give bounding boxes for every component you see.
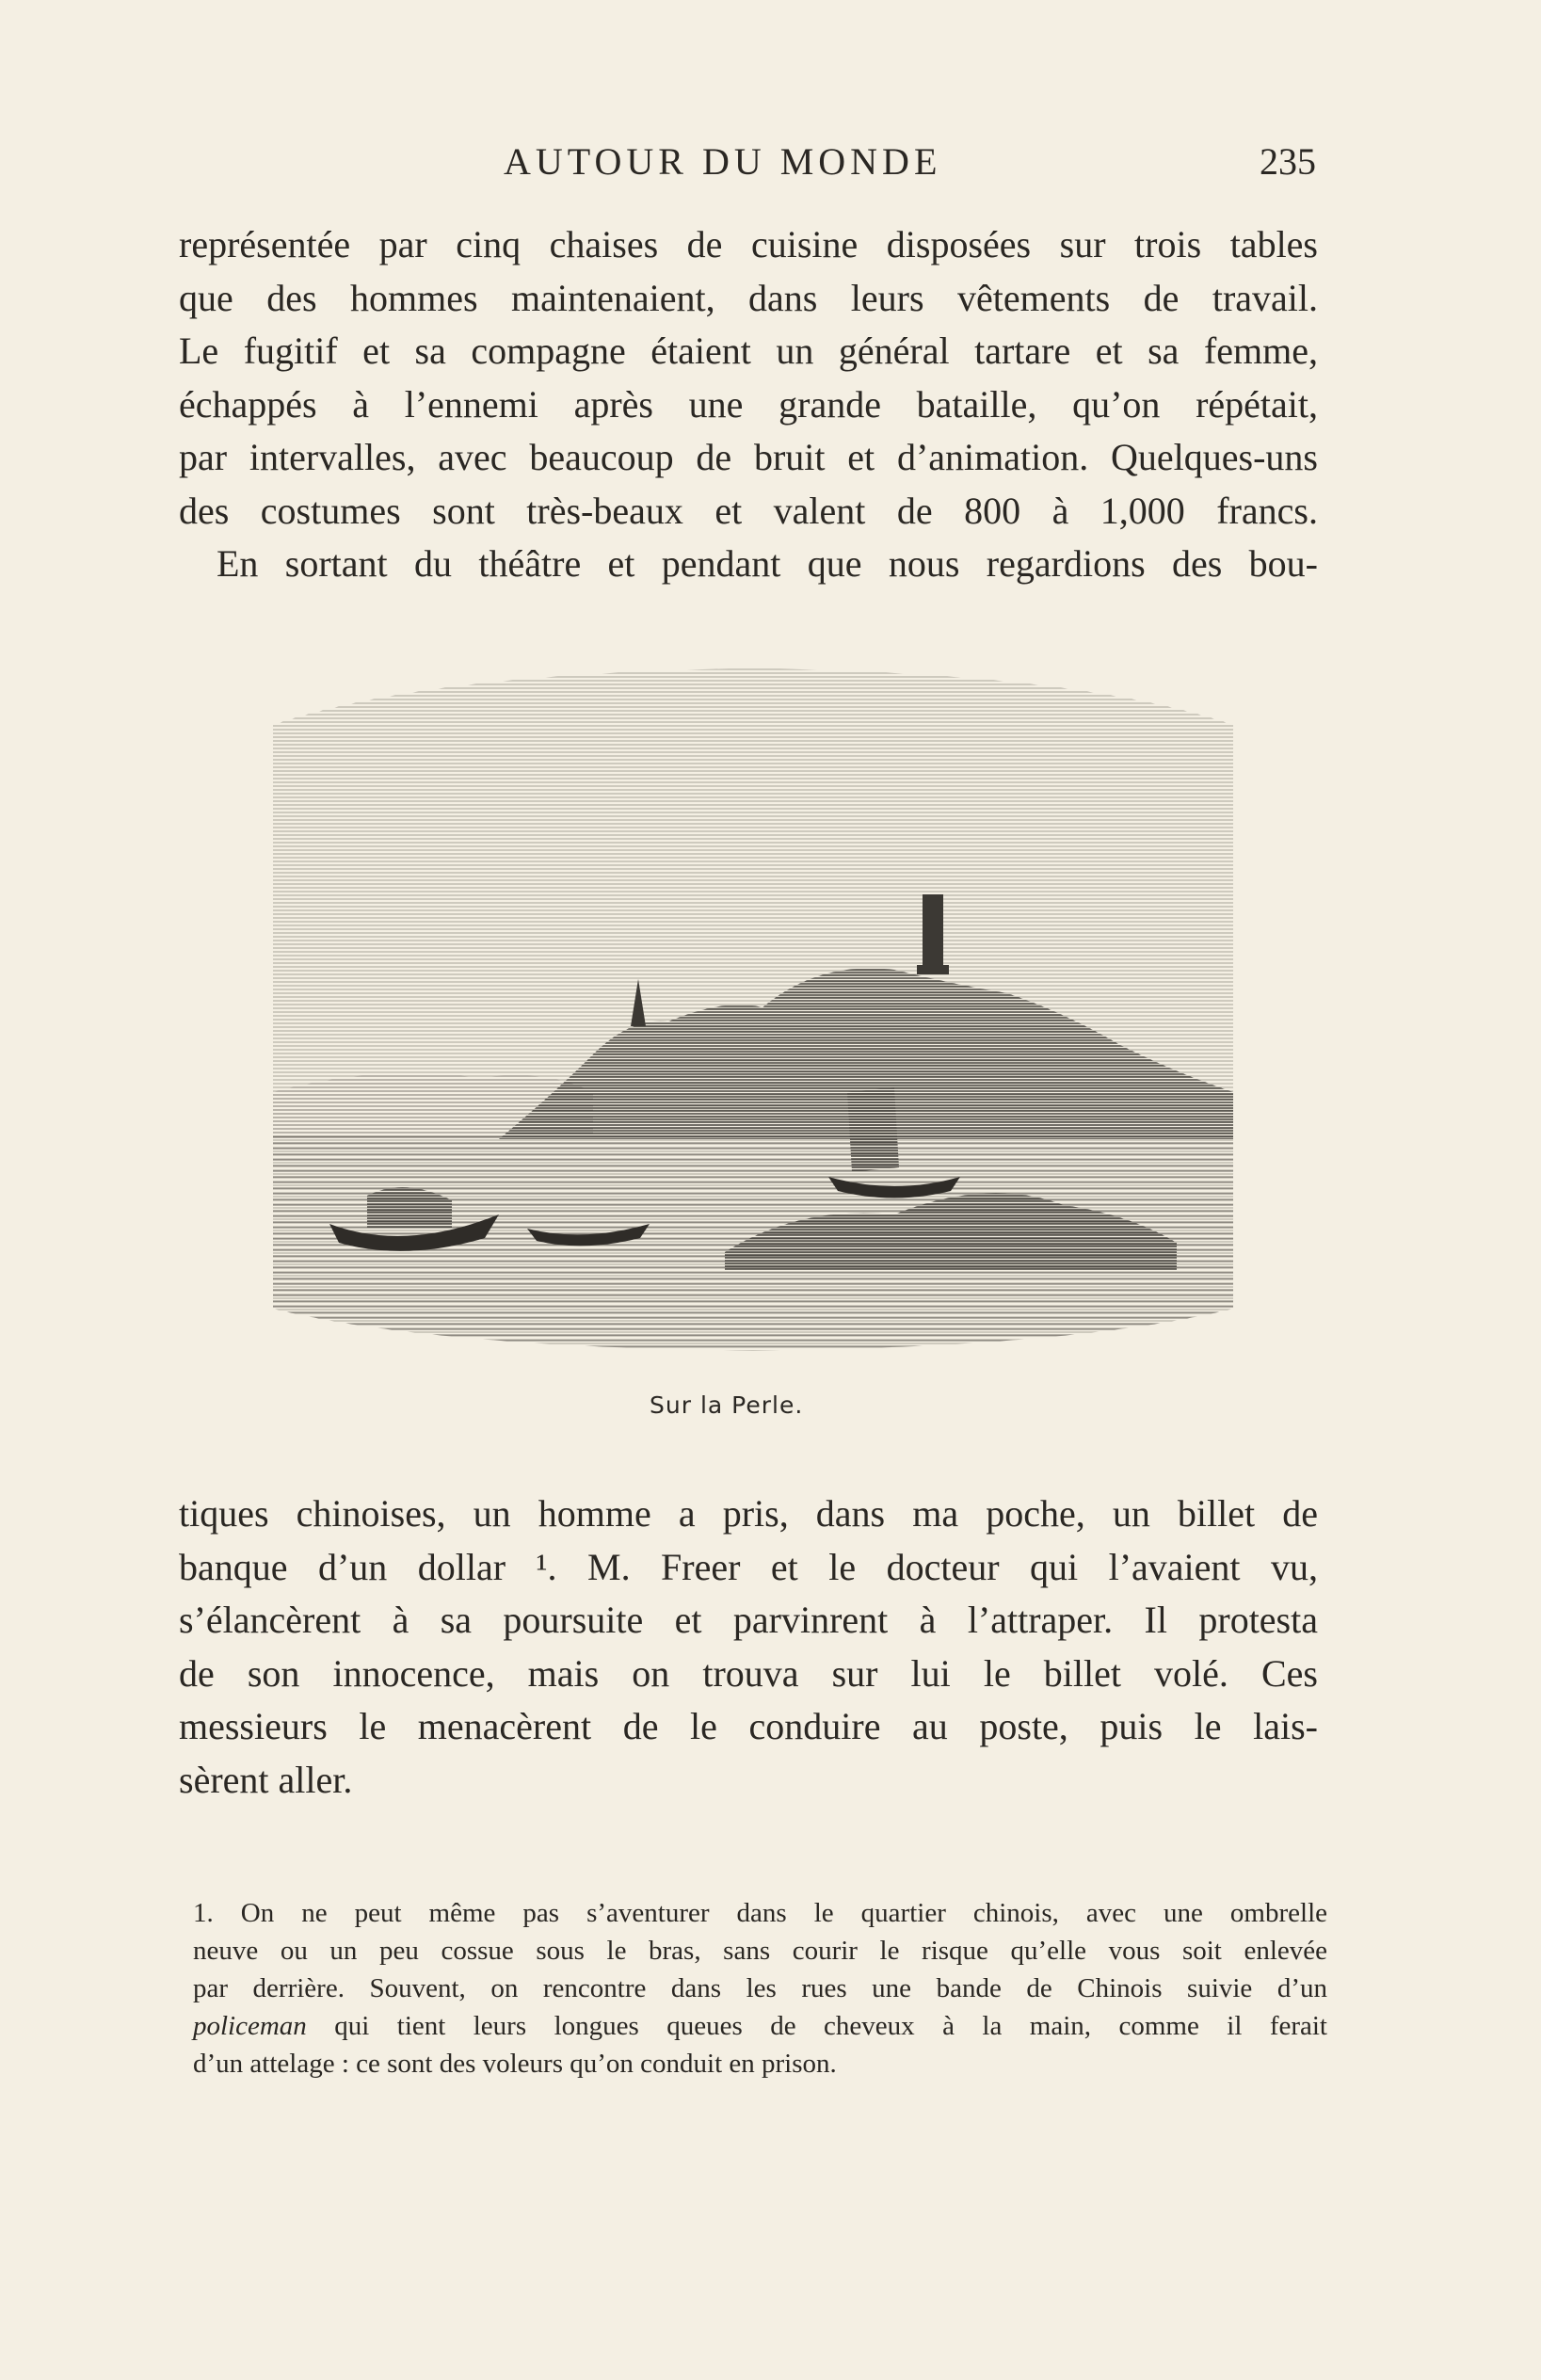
text-line: Le fugitif et sa compagne étaient un général tartare et sa femme, (179, 330, 1318, 372)
running-title: AUTOUR DU MONDE (504, 140, 942, 183)
text-line: messieurs le menacèrent de le conduire au poste, puis le lais- (179, 1705, 1318, 1747)
text-line: s’élancèrent à sa poursuite et parvinrent à l’attraper. Il protesta (179, 1599, 1318, 1641)
text-line: des costumes sont très-beaux et valent de 800 à 1,000 francs. (179, 489, 1318, 532)
text-line: échappés à l’ennemi après une grande bataille, qu’on répétait, (179, 382, 1318, 426)
footnote-line: d’un attelage : ce sont des voleurs qu’on conduit en prison. (193, 2049, 837, 2079)
footnote-line: neuve ou un peu cossue sous le bras, sans courir le risque qu’elle vous soit enlevée (193, 1936, 1327, 1966)
text-line: tiques chinoises, un homme a pris, dans ma poche, un billet de (179, 1492, 1318, 1535)
page-number: 235 (1260, 140, 1316, 183)
paragraph-1 (179, 218, 1318, 591)
text-line: que des hommes maintenaient, dans leurs vêtements de travail. (179, 276, 1318, 319)
text-line: par intervalles, avec beaucoup de bruit et d’animation. Quelques-uns (179, 436, 1318, 478)
footnote (193, 1894, 1327, 2082)
footnote-italic-word: policeman (193, 2011, 307, 2041)
river-landscape-engraving (235, 650, 1271, 1384)
text-line: banque d’un dollar ¹. M. Freer et le docteur qui l’avaient vu, (179, 1545, 1318, 1588)
engraving-illustration (235, 650, 1271, 1384)
text-line: sèrent aller. (179, 1758, 353, 1801)
page-header (179, 139, 1327, 196)
text-line: de son innocence, mais on trouva sur lui le billet volé. Ces (179, 1651, 1318, 1695)
footnote-line: 1. On ne peut même pas s’aventurer dans le quartier chinois, avec une ombrelle (193, 1898, 1327, 1928)
tall-pagoda (923, 894, 943, 970)
junk-sail (847, 1087, 899, 1172)
text-line: En sortant du théâtre et pendant que nous regardions des bou- (217, 542, 1318, 585)
footnote-line: par derrière. Souvent, on rencontre dans les rues une bande de Chinois suivie d’un (193, 1973, 1327, 2003)
footnote-line-rest: qui tient leurs longues queues de cheveux à la main, comme il ferait (306, 2011, 1327, 2041)
text-line: représentée par cinq chaises de cuisine disposées sur trois tables (179, 223, 1318, 265)
figure-caption: Sur la Perle. (650, 1391, 804, 1419)
footnote-line (193, 2007, 1327, 2045)
paragraph-2 (179, 1488, 1318, 1807)
